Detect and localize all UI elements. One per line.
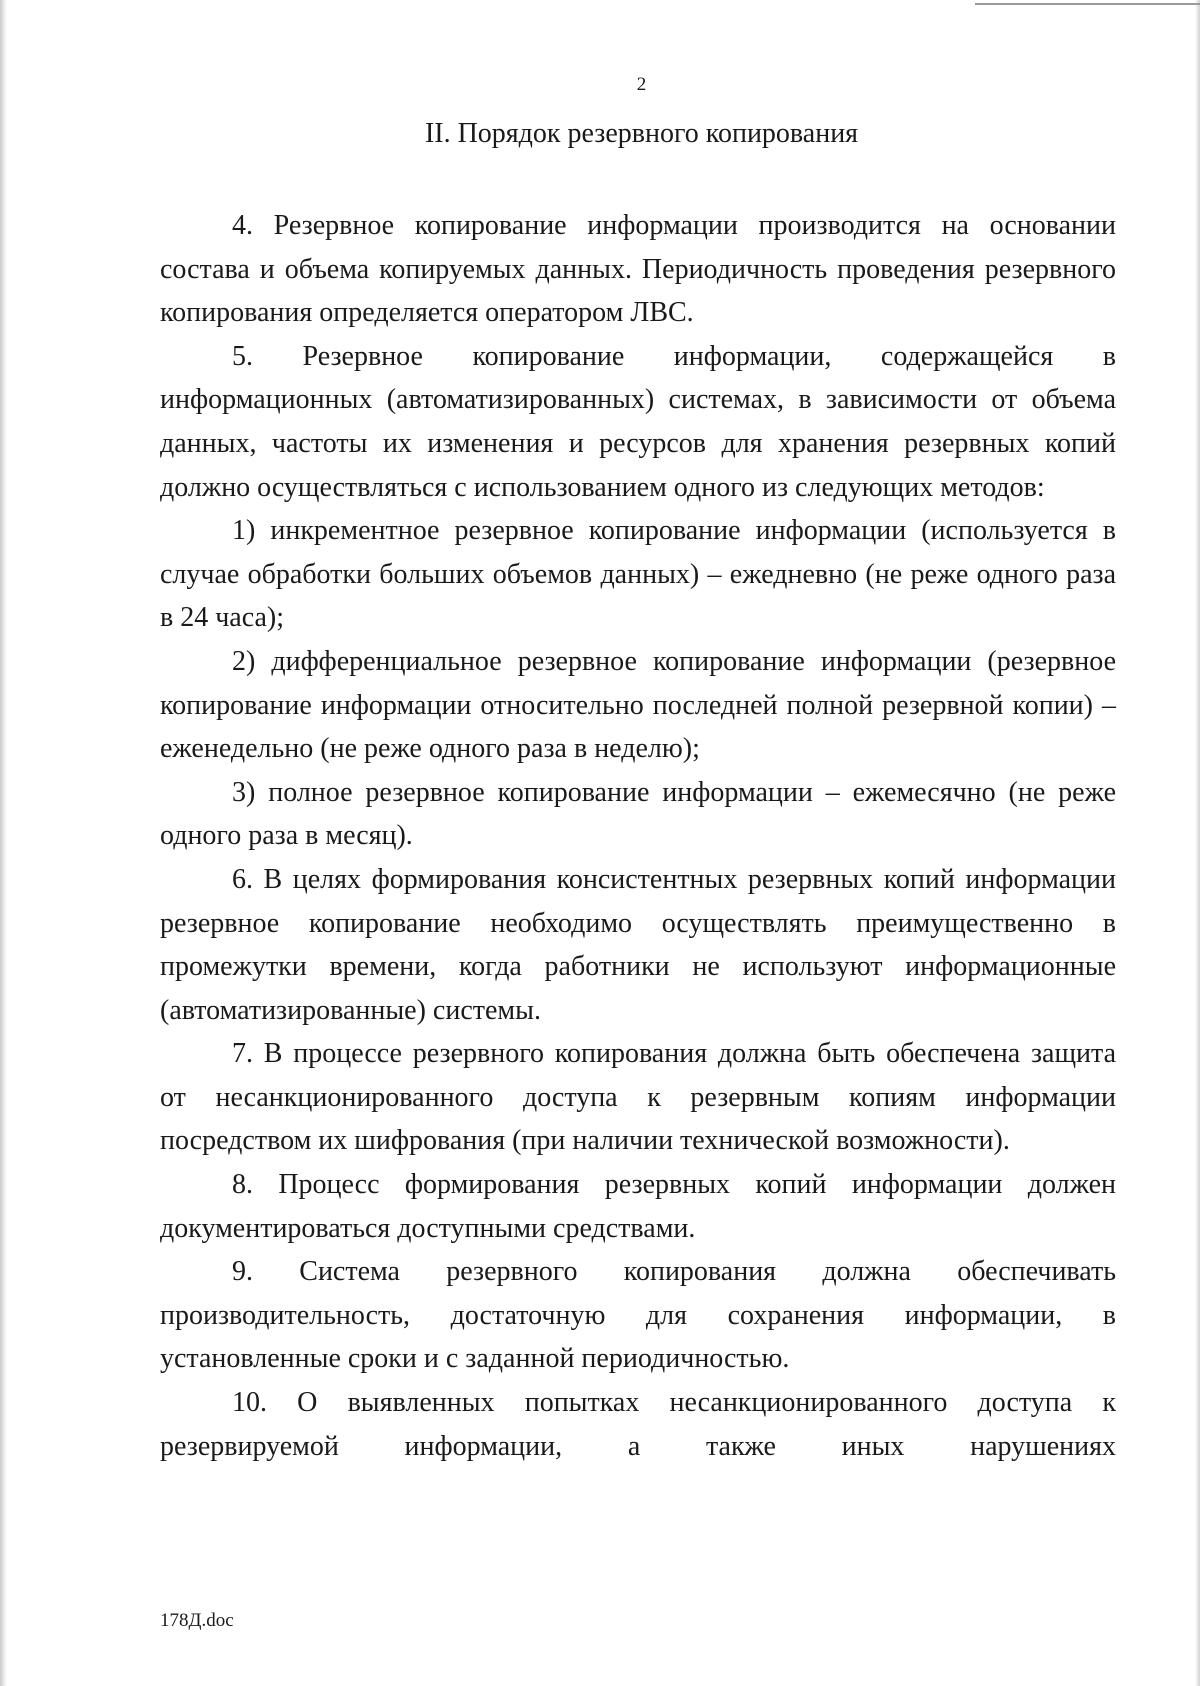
scan-edge-left xyxy=(0,0,7,1686)
paragraph-10: 10. О выявленных попытках несанкционированного доступа к резервируемой информации, а также иных нарушениях xyxy=(160,1387,1116,1462)
footer-filename: 178Д.doc xyxy=(160,1610,234,1631)
list-item-3: 3) полное резервное копирование информации – ежемесячно (не реже одного раза в месяц). xyxy=(160,776,1116,852)
paragraph-9: 9. Система резервного копирования должна обеспечивать производительность, достаточную для сохранения информации, в установленные сроки и с заданной периодичностью. xyxy=(160,1256,1116,1375)
page-number: 2 xyxy=(636,74,647,95)
paragraph-8: 8. Процесс формирования резервных копий информации должен документироваться доступными средствами. xyxy=(160,1169,1116,1244)
paragraph-5: 5. Резервное копирование информации, содержащейся в информационных (автоматизированных) системах, в зависимости от объема данных, частоты их изменения и ресурсов для хранения резервных копий должно осуществляться с использованием одного из следующих методов: xyxy=(160,340,1116,503)
scan-edge-right xyxy=(1195,0,1200,1686)
list-item-1: 1) инкрементное резервное копирование информации (используется в случае обработки больших объемов данных) – ежедневно (не реже одного раза в 24 часа); xyxy=(160,515,1116,634)
paragraph-6: 6. В целях формирования консистентных резервных копий информации резервное копирование необходимо осуществлять преимущественно в промежутки времени, когда работники не используют информационные (автоматизированные) системы. xyxy=(160,863,1116,1026)
paragraph-7: 7. В процессе резервного копирования должна быть обеспечена защита от несанкционированного доступа к резервным копиям информации посредством их шифрования (при наличии технической возможности). xyxy=(160,1038,1116,1157)
paragraph-4: 4. Резервное копирование информации производится на основании состава и объема копируемых данных. Периодичность проведения резервного копирования определяется оператором ЛВС. xyxy=(160,210,1116,329)
section-title: II. Порядок резервного копирования xyxy=(424,118,859,149)
document-body xyxy=(160,204,1116,1468)
scan-line-top xyxy=(975,3,1200,5)
list-item-2: 2) дифференциальное резервное копирование информации (резервное копирование информации относительно последней полной резервной копии) – еженедельно (не реже одного раза в неделю); xyxy=(160,645,1116,765)
